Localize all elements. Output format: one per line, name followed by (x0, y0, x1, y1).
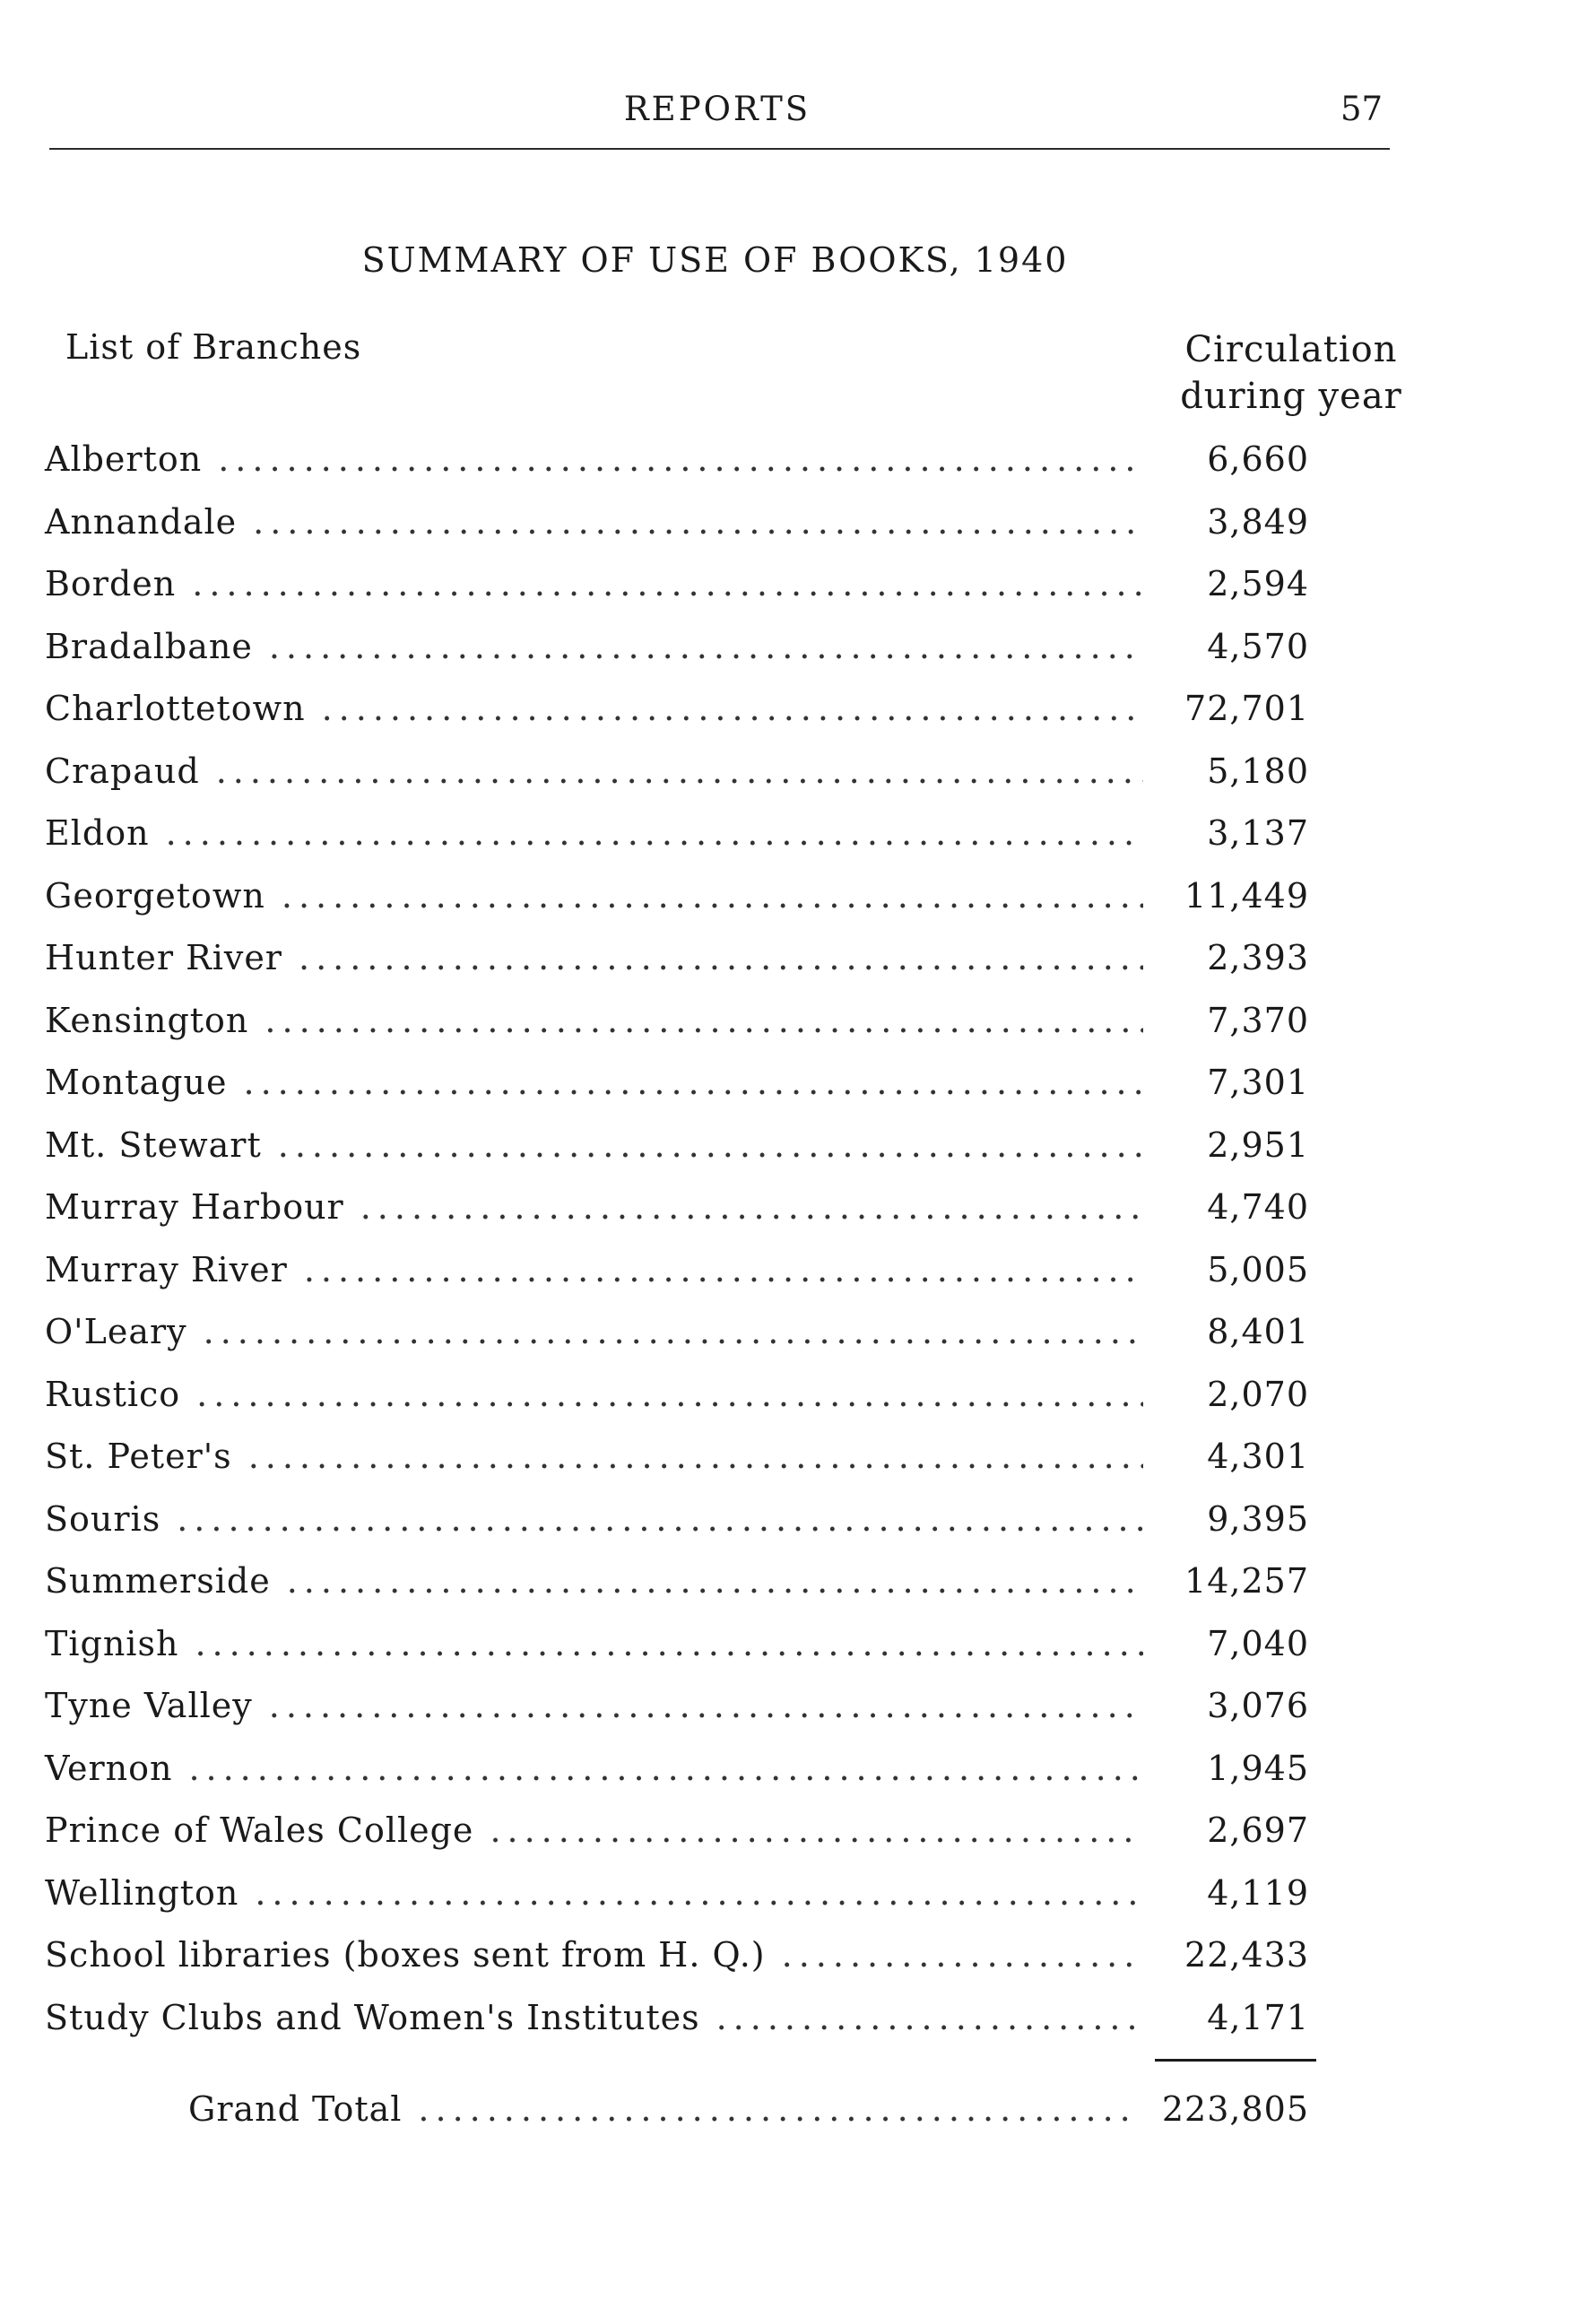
branch-name: Murray Harbour (45, 1187, 344, 1227)
table-row (45, 1749, 1309, 1811)
circulation-value: 7,370 (1207, 1000, 1309, 1040)
dot-leader (322, 689, 1143, 728)
table-row (45, 876, 1309, 939)
table-row (45, 1437, 1309, 1499)
table-row (45, 1810, 1309, 1873)
table-row (45, 813, 1309, 876)
table-row (45, 1187, 1309, 1250)
branch-name: Borden (45, 564, 177, 603)
branch-name: Georgetown (45, 875, 265, 916)
circulation-value: 4,119 (1207, 1872, 1309, 1913)
table-row (45, 502, 1309, 565)
dot-leader (490, 1810, 1143, 1850)
dot-leader (304, 1250, 1143, 1289)
table-row (45, 689, 1309, 751)
branch-name: Prince of Wales College (45, 1810, 474, 1850)
circulation-value: 11,449 (1184, 875, 1309, 916)
grand-total-label: Grand Total (188, 2089, 403, 2129)
branch-name: Souris (45, 1498, 161, 1539)
circulation-value: 4,301 (1207, 1437, 1309, 1476)
circulation-value: 6,660 (1207, 439, 1309, 479)
circulation-value: 14,257 (1184, 1561, 1309, 1601)
dot-leader (269, 627, 1143, 666)
branch-name: Charlottetown (45, 689, 306, 728)
column-header-branches: List of Branches (65, 327, 362, 367)
dot-leader (248, 1437, 1143, 1476)
circulation-value: 4,171 (1207, 1997, 1309, 2037)
page-number: 57 (1340, 90, 1383, 128)
table-row (45, 1686, 1309, 1749)
table-title: SUMMARY OF USE OF BOOKS, 1940 (361, 240, 1069, 280)
table-row (45, 439, 1309, 502)
table-row (45, 1998, 1309, 2061)
dot-leader (282, 876, 1143, 916)
circulation-value: 22,433 (1184, 1935, 1309, 1975)
table-row (45, 751, 1309, 814)
table-row (45, 1312, 1309, 1375)
dot-leader (287, 1561, 1143, 1601)
circulation-value: 2,594 (1207, 564, 1309, 603)
dot-leader (782, 1935, 1143, 1975)
table-row (45, 1561, 1309, 1624)
branch-name: Tignish (45, 1623, 179, 1663)
circulation-value: 5,005 (1207, 1249, 1309, 1289)
branch-name: Rustico (45, 1374, 181, 1414)
dot-leader (418, 2089, 1139, 2129)
dot-leader (195, 1624, 1143, 1663)
dot-leader (255, 1873, 1143, 1913)
branch-name: Vernon (45, 1748, 173, 1788)
dot-leader (269, 1686, 1143, 1725)
table-row (45, 1250, 1309, 1313)
dot-leader (299, 938, 1143, 977)
running-header: REPORTS (623, 90, 811, 128)
dot-leader (278, 1125, 1143, 1165)
branch-table (45, 439, 1309, 2060)
dot-leader (177, 1499, 1143, 1539)
branch-name: O'Leary (45, 1312, 187, 1351)
circulation-value: 3,076 (1207, 1686, 1309, 1725)
header-rule (49, 148, 1390, 150)
circulation-value: 8,401 (1207, 1312, 1309, 1351)
circulation-value: 72,701 (1184, 689, 1309, 728)
branch-name: St. Peter's (45, 1437, 232, 1476)
table-row (45, 938, 1309, 1001)
branch-name: Summerside (45, 1561, 271, 1601)
table-row (45, 1063, 1309, 1125)
dot-leader (716, 1998, 1143, 2037)
circulation-value: 2,951 (1207, 1124, 1309, 1165)
column-header-circulation-line1: Circulation (1184, 329, 1398, 370)
column-header-circulation (1157, 326, 1426, 420)
dot-leader (192, 564, 1143, 603)
dot-leader (166, 813, 1143, 853)
table-row (45, 1375, 1309, 1437)
circulation-value: 2,697 (1207, 1810, 1309, 1850)
table-row (45, 627, 1309, 690)
table-row (45, 1935, 1309, 1998)
circulation-value: 1,945 (1207, 1748, 1309, 1788)
dot-leader (243, 1063, 1143, 1102)
dot-leader (265, 1001, 1143, 1040)
circulation-value: 3,849 (1207, 501, 1309, 542)
table-row (45, 1624, 1309, 1687)
table-row (45, 564, 1309, 627)
circulation-value: 3,137 (1207, 813, 1309, 853)
table-row (45, 1125, 1309, 1188)
dot-leader (188, 1749, 1143, 1788)
dot-leader (204, 1312, 1143, 1351)
grand-total-value: 223,805 (1161, 2089, 1309, 2129)
branch-name: Kensington (45, 1000, 249, 1040)
circulation-value: 2,393 (1207, 938, 1309, 977)
circulation-value: 4,740 (1207, 1187, 1309, 1227)
branch-name: Alberton (45, 439, 203, 479)
dot-leader (360, 1187, 1143, 1227)
table-row (45, 1499, 1309, 1562)
branch-name: Murray River (45, 1249, 288, 1289)
branch-name: Crapaud (45, 751, 200, 791)
dot-leader (218, 439, 1143, 479)
branch-name: Annandale (45, 501, 238, 542)
circulation-value: 9,395 (1207, 1498, 1309, 1539)
branch-name: Wellington (45, 1872, 239, 1913)
branch-name: Montague (45, 1063, 228, 1102)
table-row (45, 1001, 1309, 1064)
branch-name: School libraries (boxes sent from H. Q.) (45, 1935, 766, 1975)
column-header-circulation-line2: during year (1180, 376, 1402, 417)
branch-name: Hunter River (45, 938, 282, 977)
dot-leader (253, 502, 1143, 542)
circulation-value: 2,070 (1207, 1374, 1309, 1414)
circulation-value: 7,301 (1207, 1063, 1309, 1102)
circulation-value: 7,040 (1207, 1623, 1309, 1663)
dot-leader (216, 751, 1143, 791)
dot-leader (196, 1375, 1143, 1414)
branch-name: Mt. Stewart (45, 1124, 262, 1165)
branch-name: Study Clubs and Women's Institutes (45, 1997, 700, 2037)
branch-name: Eldon (45, 813, 150, 853)
circulation-value: 4,570 (1207, 626, 1309, 666)
total-rule (1155, 2059, 1316, 2062)
grand-total-row (188, 2089, 1309, 2129)
branch-name: Tyne Valley (45, 1686, 253, 1725)
table-row (45, 1873, 1309, 1936)
circulation-value: 5,180 (1207, 751, 1309, 791)
branch-name: Bradalbane (45, 626, 253, 666)
